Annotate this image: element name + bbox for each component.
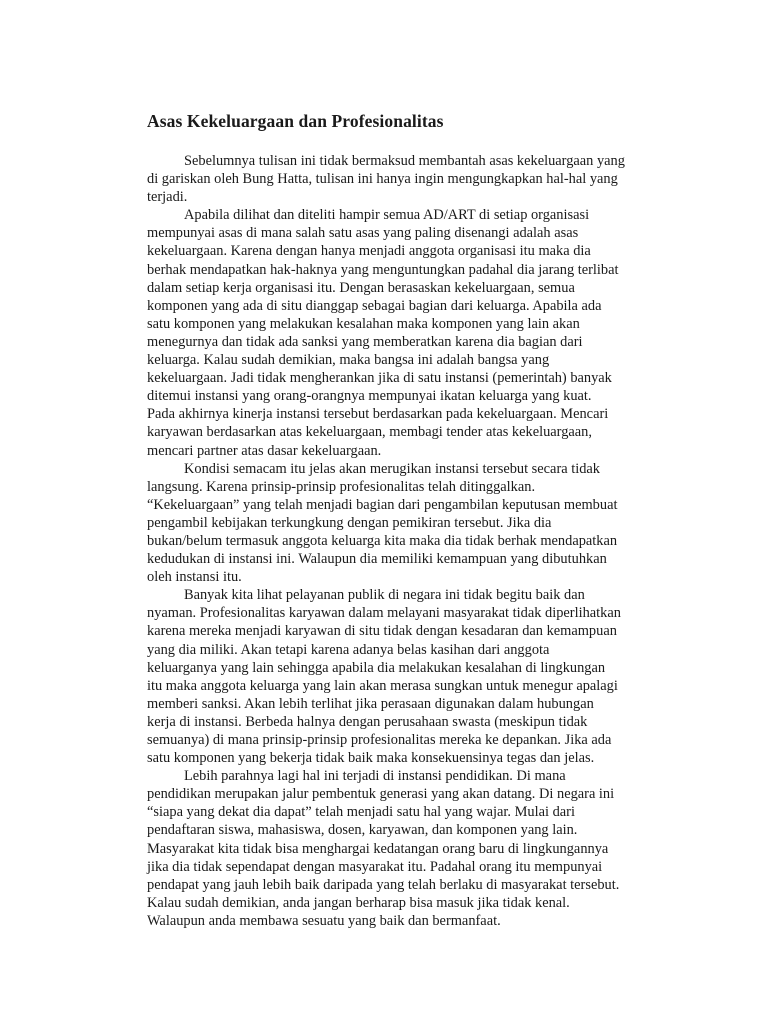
paragraph-line: di gariskan oleh Bung Hatta, tulisan ini hanya ingin mengungkapkan hal-hal yang [147,171,618,188]
paragraph-line: karena mereka menjadi karyawan di situ tidak dengan kesadaran dan kemampuan [147,623,617,640]
paragraph [147,586,667,767]
paragraph-line: mencari partner atas dasar kekeluargaan. [147,442,382,459]
paragraph-line: menegurnya dan tidak ada sanksi yang memberatkan karena dia bagian dari [147,333,583,350]
paragraph-line: “Kekeluargaan” yang telah menjadi bagian dari pengambilan keputusan membuat [147,496,618,513]
paragraph-line: nyaman. Profesionalitas karyawan dalam melayani masyarakat tidak diperlihatkan [147,605,621,622]
paragraph-line: Sebelumnya tulisan ini tidak bermaksud membantah asas kekeluargaan yang [184,153,625,169]
paragraph-line: “siapa yang dekat dia dapat” telah menjadi satu hal yang wajar. Mulai dari [147,804,575,821]
paragraph-line: pendidikan merupakan jalur pembentuk generasi yang akan datang. Di negara ini [147,786,615,803]
paragraph-line: Walaupun anda membawa sesuatu yang baik dan bermanfaat. [147,912,501,929]
paragraph-line: dalam setiap kerja organisasi itu. Dengan berasaskan kekeluargaan, semua [147,279,575,296]
paragraph-line: pengambil kebijakan terkungkung dengan pemikiran tersebut. Jika dia [147,514,552,531]
paragraph [147,460,667,587]
paragraph-line: Lebih parahnya lagi hal ini terjadi di instansi pendidikan. Di mana [184,768,566,785]
paragraph-line: ditemui instansi yang orang-orangnya mempunyai ikatan keluarga yang kuat. [147,388,592,405]
paragraph-line: keluarganya yang lain sehingga apabila dia melakukan kesalahan di lingkungan [147,659,606,676]
paragraph [147,767,667,930]
paragraph-line: Kondisi semacam itu jelas akan merugikan instansi tersebut secara tidak [184,460,601,477]
paragraph-line: semuanya) di mana prinsip-prinsip profesionalitas mereka ke depankan. Jika ada [147,732,612,748]
paragraph-line: karyawan berdasarkan atas kekeluargaan, membagi tender atas kekeluargaan, [147,424,592,441]
paragraph-line: berhak mendapatkan hak-haknya yang menguntungkan padahal dia jarang terlibat [147,261,619,278]
paragraph-line: bukan/belum termasuk anggota keluarga kita maka dia tidak berhak mendapatkan [147,532,618,549]
paragraph [147,152,667,206]
document-title: Asas Kekeluargaan dan Profesionalitas [147,111,444,131]
paragraph-line: pendaftaran siswa, mahasiswa, dosen, karyawan, dan komponen yang lain. [147,822,578,839]
paragraph-line: keluarga. Kalau sudah demikian, maka bangsa ini adalah bangsa yang [147,352,550,369]
paragraph-line: kerja di instansi. Berbeda halnya dengan perusahaan swasta (meskipun tidak [147,713,588,730]
paragraph-line: memberi sanksi. Akan lebih terlihat jika perasaan digunakan dalam hubungan [147,695,594,712]
paragraph-line: itu maka anggota keluarga yang lain akan merasa sungkan untuk menegur apalagi [147,677,618,694]
paragraph-line: Apabila dilihat dan diteliti hampir semua AD/ART di setiap organisasi [184,207,590,224]
paragraph-line: terjadi. [147,189,188,206]
paragraph [147,206,667,459]
paragraph-line: Banyak kita lihat pelayanan publik di negara ini tidak begitu baik dan [184,587,585,604]
paragraph-line: Masyarakat kita tidak bisa menghargai kedatangan orang baru di lingkungannya [147,840,609,857]
paragraph-line: yang dia miliki. Akan tetapi karena adanya belas kasihan dari anggota [147,641,550,658]
paragraph-line: mempunyai asas di mana salah satu asas yang paling disenangi adalah asas [147,225,579,242]
paragraph-line: pendapat yang jauh lebih baik daripada yang telah berlaku di masyarakat tersebut. [147,876,620,893]
paragraph-line: langsung. Karena prinsip-prinsip profesionalitas telah ditinggalkan. [147,478,536,495]
document-body [147,152,667,930]
document-page [147,110,667,930]
paragraph-line: satu komponen yang melakukan kesalahan maka komponen yang lain akan [147,315,580,332]
paragraph-line: satu komponen yang bekerja tidak baik maka konsekuensinya tegas dan jelas. [147,750,595,767]
paragraph-line: komponen yang ada di situ dianggap sebagai bagian dari keluarga. Apabila ada [147,297,602,314]
paragraph-line: oleh instansi itu. [147,569,242,586]
paragraph-line: kekeluargaan. Jadi tidak mengherankan jika di satu instansi (pemerintah) banyak [147,370,612,387]
paragraph-line: kekeluargaan. Karena dengan hanya menjadi anggota organisasi itu maka dia [147,243,591,260]
paragraph-line: kedudukan di instansi ini. Walaupun dia memiliki kemampuan yang dibutuhkan [147,551,607,568]
paragraph-line: Pada akhirnya kinerja instansi tersebut berdasarkan pada kekeluargaan. Mencari [147,406,609,423]
paragraph-line: Kalau sudah demikian, anda jangan berharap bisa masuk jika tidak kenal. [147,894,570,911]
paragraph-line: jika dia tidak sependapat dengan masyarakat itu. Padahal orang itu mempunyai [147,858,603,875]
